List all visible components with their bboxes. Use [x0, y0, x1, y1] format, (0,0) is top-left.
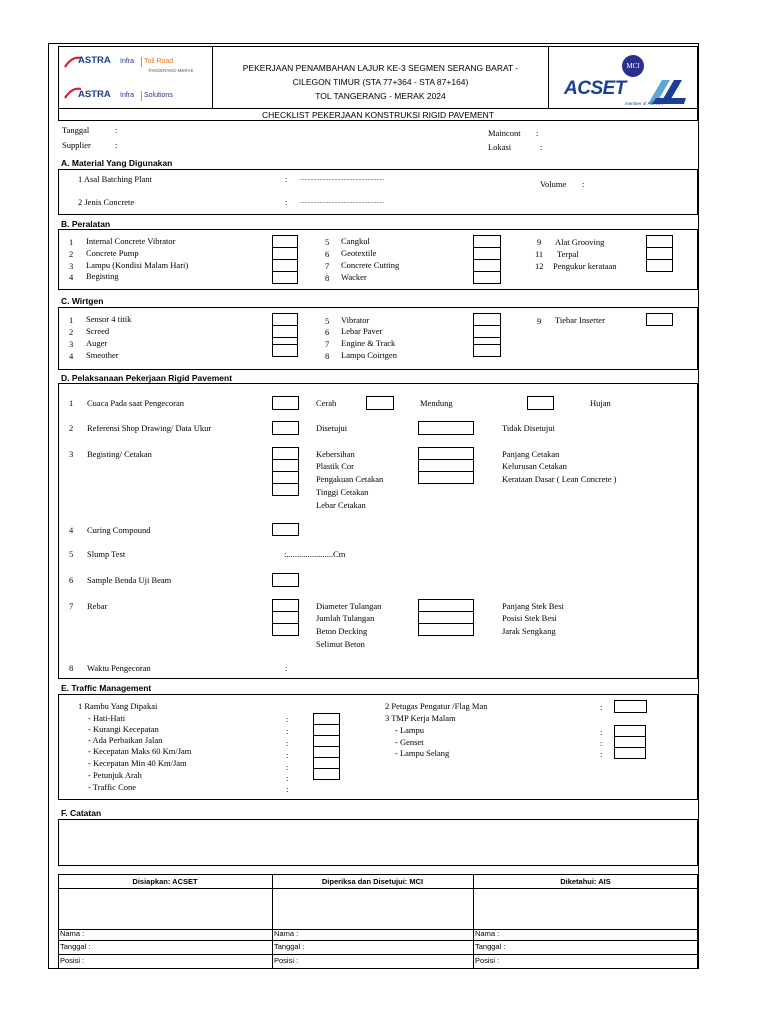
kelurusan-cetakan-label: Kelurusan Cetakan: [502, 461, 567, 471]
d-no-3: 3: [69, 449, 74, 459]
petugas-check[interactable]: [614, 700, 647, 713]
sample-label: Sample Benda Uji Beam: [87, 575, 172, 585]
astra-sub: Infra: [120, 58, 135, 65]
c-item-3-no: 3: [69, 339, 74, 349]
lokasi-colon: :: [540, 142, 543, 152]
c-item-1-no: 1: [69, 315, 74, 325]
nama-label-3: Nama :: [475, 929, 500, 938]
volume-colon: :: [582, 179, 585, 189]
c-item-7-no: 7: [325, 339, 330, 349]
c-item-9-no: 9: [537, 316, 542, 326]
b-item-7-no: 7: [325, 261, 330, 271]
begisting-right-check-3[interactable]: [418, 471, 474, 484]
b-item-9-no: 9: [537, 237, 542, 247]
pengakuan-cetakan-label: Pengakuan Cetakan: [316, 474, 384, 484]
tmp-colon-2: :: [600, 738, 603, 748]
b-check-12[interactable]: [646, 259, 673, 272]
tmp-colon-1: :: [600, 727, 603, 737]
posisi-stek-label: Posisi Stek Besi: [502, 613, 557, 623]
b-item-5-label: Cangkul: [341, 236, 370, 246]
referensi-label: Referensi Shop Drawing/ Data Ukur: [87, 423, 212, 433]
cerah-check[interactable]: [366, 396, 394, 410]
rambu-colon-1: :: [286, 714, 289, 724]
mendung-check[interactable]: [527, 396, 554, 410]
asal-batching-colon: :: [285, 174, 288, 184]
lebar-cetakan-label: Lebar Cetakan: [316, 500, 366, 510]
b-item-1-no: 1: [69, 237, 74, 247]
supplier-label: Supplier: [62, 140, 91, 150]
sig-line-posisi: [58, 954, 698, 955]
jumlah-tulangan-label: Jumlah Tulangan: [316, 613, 375, 623]
c-item-6-no: 6: [325, 327, 330, 337]
tanggal-label-2: Tanggal :: [274, 942, 305, 951]
c-item-9-label: Tiebar Inserter: [555, 315, 605, 325]
curing-check[interactable]: [272, 523, 299, 536]
b-item-6-no: 6: [325, 249, 330, 259]
c-item-2-no: 2: [69, 327, 74, 337]
mci-logo: MCI: [622, 55, 644, 77]
rambu-colon-4: :: [286, 750, 289, 760]
rambu-item-6: - Petunjuk Arah: [88, 770, 142, 780]
c-item-4-label: Smeother: [86, 350, 119, 360]
waktu-label: Waktu Pengecoran: [87, 663, 151, 673]
b-item-7-label: Concrete Cutting: [341, 260, 400, 270]
maincont-label: Maincont: [488, 128, 521, 138]
supplier-colon: :: [115, 140, 118, 150]
petugas-colon: :: [600, 702, 603, 712]
rambu-item-5: - Kecepatan Min 40 Km/Jam: [88, 758, 187, 768]
b-check-4[interactable]: [272, 271, 298, 284]
b-item-6-label: Geotextile: [341, 248, 377, 258]
d-no-5: 5: [69, 549, 74, 559]
tmp-check-3[interactable]: [614, 747, 646, 759]
nama-label-1: Nama :: [60, 929, 85, 938]
c-item-6-label: Lebar Paver: [341, 326, 383, 336]
hujan-label: Hujan: [590, 398, 611, 408]
tanggal-label-3: Tanggal :: [475, 942, 506, 951]
cuaca-check[interactable]: [272, 396, 299, 410]
asal-batching-label: 1 Asal Batching Plant: [78, 174, 152, 184]
disiapkan-label: Disiapkan: ACSET: [132, 877, 198, 886]
project-title-line1: PEKERJAAN PENAMBAHAN LAJUR KE-3 SEGMEN SERANG BARAT -: [242, 63, 519, 73]
c-item-2-label: Screed: [86, 326, 110, 336]
c-item-4-no: 4: [69, 351, 74, 361]
b-item-2-no: 2: [69, 249, 74, 259]
c-check-4[interactable]: [272, 344, 298, 357]
c-check-9[interactable]: [646, 313, 673, 326]
section-f-title: F. Catatan: [61, 808, 102, 818]
c-item-5-no: 5: [325, 316, 330, 326]
panjang-cetakan-label: Panjang Cetakan: [502, 449, 560, 459]
b-item-3-no: 3: [69, 261, 74, 271]
rambu-item-2: - Kurangi Kecepatan: [88, 724, 159, 734]
kebersihan-label: Kebersihan: [316, 449, 355, 459]
d-no-6: 6: [69, 575, 74, 585]
nama-label-2: Nama :: [274, 929, 299, 938]
section-b-title: B. Peralatan: [61, 219, 111, 229]
b-item-5-no: 5: [325, 237, 330, 247]
tanggal-colon: :: [115, 125, 118, 135]
posisi-label-3: Posisi :: [475, 956, 500, 965]
cerah-label: Cerah: [316, 398, 337, 408]
astra-solutions-logo: [64, 86, 210, 106]
posisi-label-1: Posisi :: [60, 956, 85, 965]
d-no-2: 2: [69, 423, 74, 433]
sig-area-acset[interactable]: [59, 889, 271, 929]
plastik-cor-label: Plastik Cor: [316, 461, 355, 471]
catatan-box[interactable]: [58, 819, 698, 866]
c-item-1-label: Sensor 4 titik: [86, 314, 132, 324]
astra-brand-2: ASTRA: [78, 89, 111, 100]
rambu-colon-6: :: [286, 773, 289, 783]
diperiksa-label: Diperiksa dan Disetujui: MCI: [321, 877, 424, 886]
diameter-tulangan-label: Diameter Tulangan: [316, 601, 382, 611]
d-no-1: 1: [69, 398, 74, 408]
b-item-8-label: Wacker: [341, 272, 367, 282]
b-item-12-label: Pengukur kerataan: [553, 261, 617, 271]
petugas-label: 2 Petugas Pengatur /Flag Man: [385, 701, 488, 711]
diketahui-label: Diketahui: AIS: [560, 877, 611, 886]
b-item-2-label: Concrete Pump: [86, 248, 139, 258]
c-item-3-label: Auger: [86, 338, 108, 348]
jenis-concrete-colon: :: [285, 197, 288, 207]
astra-brand: ASTRA: [78, 55, 111, 66]
astra-sub-2: Infra: [120, 92, 135, 99]
b-item-1-label: Internal Concrete Vibrator: [86, 236, 176, 246]
slump-field[interactable]: :......................Cm: [284, 549, 346, 559]
rambu-colon-7: :: [286, 784, 289, 794]
beton-decking-label: Beton Decking: [316, 626, 368, 636]
c-check-8[interactable]: [473, 344, 501, 357]
jenis-concrete-label: 2 Jenis Concrete: [78, 197, 135, 207]
b-item-12-no: 12: [535, 261, 544, 271]
b-check-8[interactable]: [473, 271, 501, 284]
sig-area-ais[interactable]: [474, 889, 697, 929]
acset-logo: ACSET: [564, 78, 626, 99]
curing-label: Curing Compound: [87, 525, 151, 535]
sig-line-tanggal: [58, 940, 698, 941]
cuaca-label: Cuaca Pada saat Pengecoran: [87, 398, 184, 408]
tmp-label: 3 TMP Kerja Malam: [385, 713, 456, 723]
tanggal-label: Tanggal: [62, 125, 90, 135]
section-d-title: D. Pelaksanaan Pekerjaan Rigid Pavement: [61, 373, 233, 383]
rambu-colon-3: :: [286, 738, 289, 748]
tidak-disetujui-label: Tidak Disetujui: [502, 423, 555, 433]
lokasi-label: Lokasi: [488, 142, 512, 152]
solutions-label: Solutions: [141, 91, 173, 101]
d-no-4: 4: [69, 525, 74, 535]
checklist-title: CHECKLIST PEKERJAAN KONSTRUKSI RIGID PAVEMENT: [262, 110, 494, 120]
rambu-item-3: - Ada Perbaikan Jalan: [88, 735, 163, 745]
waktu-colon: :: [285, 663, 288, 673]
kerataan-dasar-label: Kerataan Dasar ( Lean Concrete ): [502, 474, 617, 484]
b-item-8-no: 8: [325, 273, 330, 283]
tangerang-merak-tag: TANGERANG-MERAK: [148, 68, 194, 73]
tmp-item-3: - Lampu Selang: [395, 748, 450, 758]
rebar-label: Rebar: [87, 601, 108, 611]
sample-check[interactable]: [272, 573, 299, 587]
rebar-check-3[interactable]: [272, 623, 299, 636]
tmp-item-1: - Lampu: [395, 725, 425, 735]
jarak-sengkang-label: Jarak Sengkang: [502, 626, 556, 636]
rambu-colon-5: :: [286, 762, 289, 772]
rambu-item-4: - Kecepatan Maks 60 Km/Jam: [88, 746, 192, 756]
disetujui-label: Disetujui: [316, 423, 348, 433]
rambu-item-7: - Traffic Cone: [88, 782, 137, 792]
section-e-title: E. Traffic Management: [61, 683, 152, 693]
sig-area-mci[interactable]: [273, 889, 472, 929]
b-item-9-label: Alat Grooving: [555, 237, 605, 247]
tmp-item-2: - Genset: [395, 737, 424, 747]
rebar-right-check-3[interactable]: [418, 623, 474, 636]
begisting-label: Begisting/ Cetakan: [87, 449, 152, 459]
b-item-11-label: Terpal: [557, 249, 579, 259]
referensi-check[interactable]: [272, 421, 299, 435]
b-item-4-label: Begisting: [86, 271, 119, 281]
selimut-beton-label: Selimut Beton: [316, 639, 365, 649]
astra-tollroad-logo: [64, 53, 210, 79]
tinggi-cetakan-label: Tinggi Cetakan: [316, 487, 369, 497]
rambu-colon-2: :: [286, 726, 289, 736]
project-title-line3: TOL TANGERANG - MERAK 2024: [315, 91, 446, 101]
volume-label: Volume: [540, 179, 567, 189]
tmp-colon-3: :: [600, 749, 603, 759]
begisting-check-4[interactable]: [272, 483, 299, 496]
section-a-title: A. Material Yang Digunakan: [61, 158, 173, 168]
panjang-stek-label: Panjang Stek Besi: [502, 601, 564, 611]
project-title-line2: CILEGON TIMUR (STA 77+364 - STA 87+164): [292, 77, 469, 87]
sig-line-nama: [58, 929, 698, 930]
disetujui-check[interactable]: [418, 421, 474, 435]
rambu-check-6[interactable]: [313, 768, 340, 780]
c-item-8-no: 8: [325, 351, 330, 361]
d-no-8: 8: [69, 663, 74, 673]
asal-batching-field[interactable]: ........................................................: [300, 176, 384, 182]
maincont-colon: :: [536, 128, 539, 138]
b-item-11-no: 11: [535, 249, 544, 259]
tollroad-label: Toll Road: [141, 57, 173, 67]
b-item-4-no: 4: [69, 272, 74, 282]
acset-tagline: member of ASTRA: [625, 101, 663, 106]
mendung-label: Mendung: [420, 398, 453, 408]
tanggal-label-1: Tanggal :: [60, 942, 91, 951]
section-c-title: C. Wirtgen: [61, 296, 104, 306]
rambu-item-1: - Hati-Hati: [88, 713, 126, 723]
rambu-label: 1 Rambu Yang Dipakai: [78, 701, 158, 711]
b-item-3-label: Lampu (Kondisi Malam Hari): [86, 260, 189, 270]
posisi-label-2: Posisi :: [274, 956, 299, 965]
slump-label: Slump Test: [87, 549, 126, 559]
c-item-5-label: Vibrator: [341, 315, 370, 325]
c-item-8-label: Lampu Coirtgen: [341, 350, 397, 360]
d-no-7: 7: [69, 601, 74, 611]
c-item-7-label: Engine & Track: [341, 338, 396, 348]
jenis-concrete-field[interactable]: ........................................................: [300, 199, 384, 205]
